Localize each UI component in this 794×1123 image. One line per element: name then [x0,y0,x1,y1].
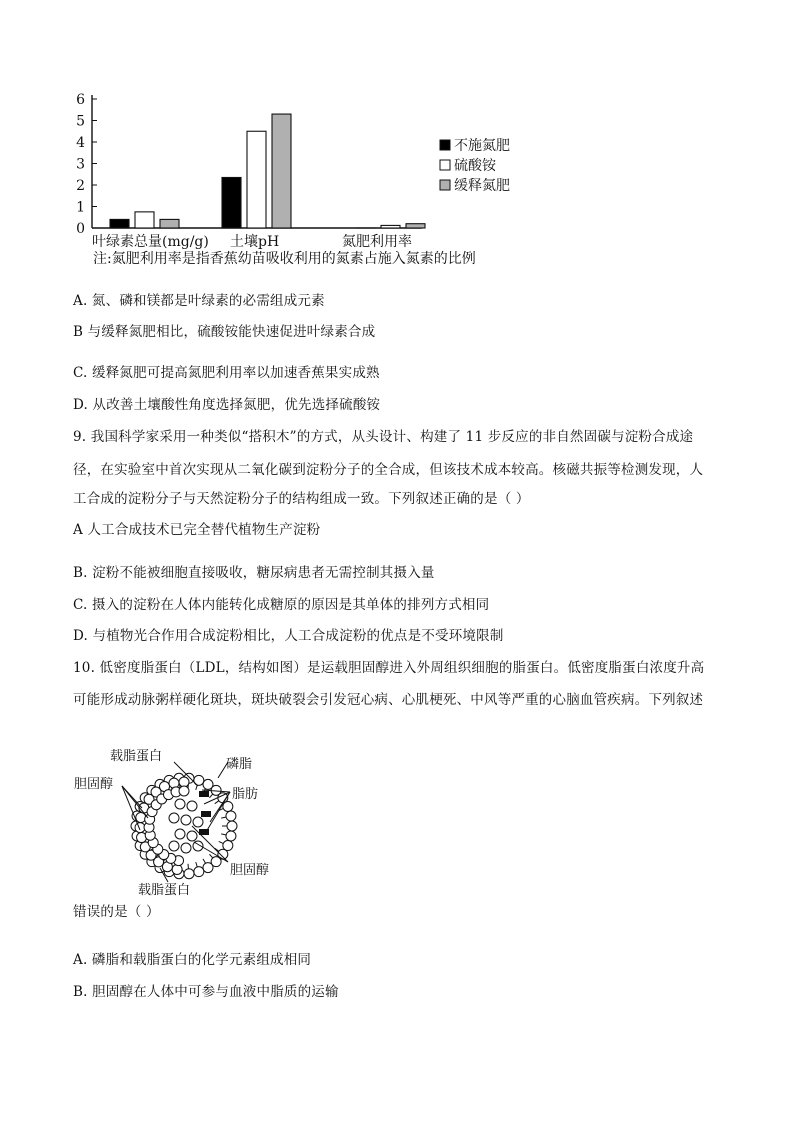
chart-legend [440,138,510,194]
q10-option-b: B. 胆固醇在人体中可参与血液中脂质的运输 [73,984,339,1000]
bar-chart [70,82,530,272]
bar-2-2 [247,131,266,228]
core-lipid [169,813,179,823]
q9-option-a: A 人工合成技术已完全替代植物生产淀粉 [73,522,321,538]
phospholipid-head [203,863,213,873]
ldl-core [169,791,211,853]
core-lipid [193,817,203,827]
core-lipid [169,841,179,851]
phospholipid-head [223,801,233,811]
y-tick-label: 3 [76,156,85,173]
phospholipid-head [226,831,236,841]
q9-stem-line-1: 9. 我国科学家采用一种类似“搭积木”的方式，从头设计、构建了 11 步反应的非自然固碳与淀粉合成途 [73,429,694,445]
chart-note: 注:氮肥利用率是指香蕉幼苗吸收利用的氮素占施入氮素的比例 [93,251,476,267]
x-category-label: 叶绿素总量(mg/g) [92,234,209,250]
label-cholesterol-right: 胆固醇 [230,863,270,878]
y-tick-label: 2 [76,178,85,194]
label-apoprotein-top: 载脂蛋白 [110,749,163,764]
core-lipid [187,801,197,811]
label-cholesterol-left: 胆固醇 [74,777,114,792]
ldl-structure-figure [70,742,310,910]
chart-bars [110,114,425,228]
q10-option-a: A. 磷脂和载脂蛋白的化学元素组成相同 [73,952,312,968]
bar-3-2 [272,114,291,228]
phospholipid-head [194,867,204,877]
phospholipid-head [227,821,237,831]
legend-label: 缓释氮肥 [454,178,510,194]
legend-label: 不施氮肥 [454,138,510,154]
y-tick-label: 1 [76,199,85,216]
q10-stem-line-1: 10. 低密度脂蛋白（LDL，结构如图）是运载胆固醇进入外周组织细胞的脂蛋白。低密度脂蛋白浓度升高 [73,660,705,676]
q8-option-b: B 与缓释氮肥相比，硫酸铵能快速促进叶绿素合成 [73,324,376,340]
phospholipid-layer [131,773,237,878]
bar-3-1 [160,219,179,228]
y-tick-label: 0 [76,221,85,237]
q9-stem-line-3: 工合成的淀粉分子与天然淀粉分子的结构组成一致。下列叙述正确的是（ ） [73,491,530,507]
core-lipid [181,815,191,825]
bar-1-2 [222,177,241,228]
q9-stem-line-2: 径，在实验室中首次实现从二氧化碳到淀粉分子的全合成，但该技术成本较高。核磁共振等检测发现，人 [73,462,704,478]
legend-swatch [440,180,450,190]
legend-swatch [440,140,450,150]
fat-molecule [201,811,211,817]
x-category-label: 氮肥利用率 [342,234,412,250]
phospholipid-head [226,811,236,821]
core-lipid [187,831,197,841]
q9-option-d: D. 与植物光合作用合成淀粉相比，人工合成淀粉的优点是不受环境限制 [73,628,504,644]
apoprotein-bead [179,786,189,796]
q10-stem-line-3: 错误的是（ ） [73,904,160,920]
bar-3-3 [406,224,425,228]
label-apoprotein-bottom: 载脂蛋白 [138,883,191,898]
q9-option-c: C. 摄入的淀粉在人体内能转化成糖原的原因是其单体的排列方式相同 [73,597,490,613]
x-category-label: 土壤pH [230,234,280,250]
q10-stem-line-2: 可能形成动脉粥样硬化斑块，斑块破裂会引发冠心病、心肌梗死、中风等严重的心脑血管疾病。下列叙述 [73,692,704,708]
label-phospholipid: 磷脂 [226,757,253,772]
core-lipid [175,799,185,809]
y-tick-label: 4 [76,135,85,151]
q8-option-c: C. 缓释氮肥可提高氮肥利用率以加速香蕉果实成熟 [73,365,380,381]
apoprotein-bead [172,864,182,874]
phospholipid-head [184,869,194,879]
legend-label: 硫酸铵 [454,158,496,174]
bar-2-1 [135,212,154,228]
y-tick-label: 6 [76,92,85,108]
legend-swatch [440,160,450,170]
core-lipid [181,843,191,853]
fat-molecule [199,791,209,797]
y-tick-label: 5 [76,113,85,130]
bar-2-3 [381,225,400,228]
q9-option-b: B. 淀粉不能被细胞直接吸收，糖尿病患者无需控制其摄入量 [73,565,435,581]
bar-1-1 [110,219,129,228]
apoprotein-bead [135,823,145,833]
q8-option-a: A. 氮、磷和镁都是叶绿素的必需组成元素 [73,293,325,309]
core-lipid [175,829,185,839]
q8-option-d: D. 从改善土壤酸性角度选择氮肥，优先选择硫酸铵 [73,397,381,413]
label-fat: 脂肪 [232,787,259,802]
